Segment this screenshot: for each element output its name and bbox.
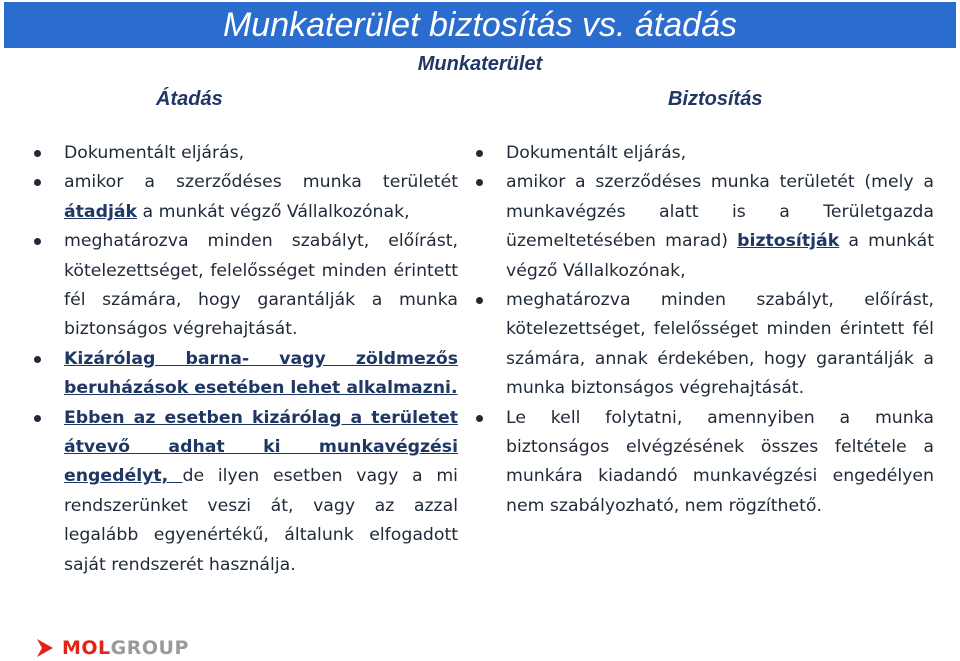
left-bullet-5-bold: Ebben az esetben kizárólag a területet átvevő adhat ki munkavégzési engedélyt, <box>64 407 458 487</box>
right-bullet-2-text-c: a munkát végző Vállalkozónak, <box>506 231 934 281</box>
right-column-heading: Biztosítás <box>668 88 763 110</box>
left-bullet-5 <box>30 404 458 580</box>
left-column-heading: Átadás <box>156 88 223 110</box>
title-bar <box>4 2 956 48</box>
left-bullet-2-keyword: átadják <box>64 201 138 222</box>
left-bullet-2 <box>30 168 458 227</box>
left-bullet-2-text-a: amikor a szerződéses munka területét <box>64 172 458 193</box>
right-bullet-1: Dokumentált eljárás, <box>472 139 934 168</box>
left-bullet-4: Kizárólag barna- vagy zöldmezős beruházások esetében lehet alkalmazni. <box>30 345 458 404</box>
right-bullet-2-keyword: biztosítják <box>737 231 840 252</box>
logo-text <box>62 637 189 659</box>
right-bullet-2 <box>472 168 934 286</box>
mol-group-logo <box>34 636 189 660</box>
right-bullet-3: meghatározva minden szabályt, előírást, kötelezettséget, felelősséget minden érintett fél számára, annak érdekében, hogy garantálják a munka biztonságos végrehajtását. <box>472 286 934 404</box>
mol-logo-icon <box>34 637 56 659</box>
slide-subtitle: Munkaterület <box>417 53 543 75</box>
left-bullet-5-text: de ilyen esetben vagy a mi rendszerünket veszi át, vagy az azzal legalább egyenértékű, általunk elfogadott saját rendszerét használja. <box>64 466 458 575</box>
left-bullet-1: Dokumentált eljárás, <box>30 139 458 168</box>
right-bullet-2-text-a: amikor a szerződéses munka területét (mely a munkavégzés alatt is a Területgazda üzemeltetésében marad) <box>506 172 934 252</box>
logo-text-group: GROUP <box>110 637 189 659</box>
left-bullet-2-text-c: a munkát végző Vállalkozónak, <box>137 201 410 222</box>
right-column <box>472 139 934 521</box>
logo-text-mol: MOL <box>62 637 111 659</box>
left-bullet-3: meghatározva minden szabályt, előírást, kötelezettséget, felelősséget minden érintett fél számára, hogy garantálják a munka biztonságos végrehajtását. <box>30 227 458 345</box>
slide-title: Munkaterület biztosítás vs. átadás <box>222 6 738 44</box>
left-column <box>30 139 458 580</box>
right-bullet-4: Le kell folytatni, amennyiben a munka biztonságos elvégzésének összes feltétele a munkára kiadandó munkavégzési engedélyen nem szabályozható, nem rögzíthető. <box>472 404 934 522</box>
